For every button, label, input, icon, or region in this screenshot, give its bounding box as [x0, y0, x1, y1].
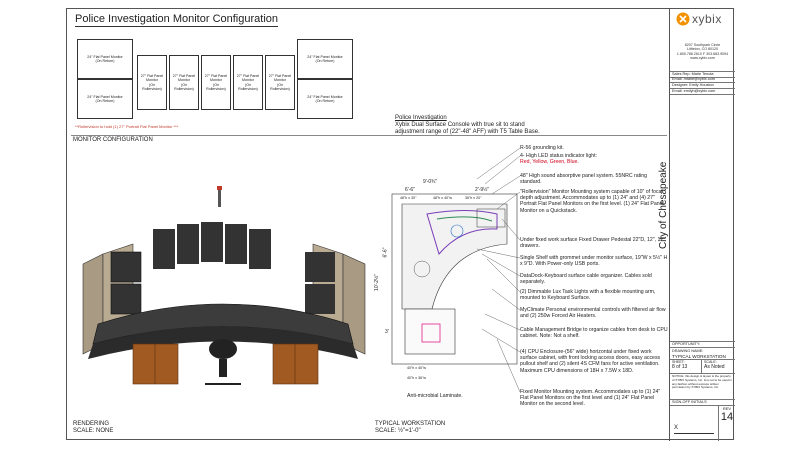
monitor-return-top-right: 24" Flat Panel Monitor (On Return)	[297, 39, 353, 79]
callout-2-text: 4- High LED status indicator light:	[520, 153, 597, 159]
sheet-cell	[670, 360, 702, 374]
callout-1: R-56 grounding kit.	[520, 145, 564, 151]
dim-seg-1: 48"h x 30"	[400, 196, 417, 200]
monitor-rollervision-4: 27" Flat Panel Monitor (On Rollervision)	[233, 55, 263, 110]
plan-title: Police Investigation	[395, 115, 447, 121]
dim-top-right: 2'-9½"	[475, 187, 490, 193]
signoff-line	[674, 433, 714, 434]
dim-seg-2: 48"h x 40"w	[433, 196, 452, 200]
dim-left-lower: 3'	[385, 329, 389, 335]
page-title: Police Investigation Monitor Configuration	[75, 13, 279, 25]
designer-email: Email: emilyh@xybix.com	[670, 89, 735, 95]
signoff-x: X	[674, 425, 679, 431]
callout-6: Single Shelf with grommet under monitor surface, 19"W x 5½" H x 9"D. With Power-only USB ports.	[520, 255, 668, 268]
typical-scale: SCALE: ½"=1'-0"	[375, 428, 421, 434]
monitor-return-top-left: 24" Flat Panel Monitor (On Return)	[77, 39, 133, 79]
plan-description: Xybix Dual Surface Console with true sit to stand adjustment range of (22"-48" AFF) with T5 Table Base.	[395, 122, 540, 135]
revision-cell	[718, 406, 735, 441]
notice-text: NOTICE: this design & layout is the property of XYBIX Systems, Inc. & is not to be used in any fashion without express written permission by XYBIX Systems, Inc.	[672, 374, 732, 390]
monitor-return-bottom-right: 24" Flat Panel Monitor (On Return)	[297, 79, 353, 119]
callout-5: Under fixed work surface Fixed Drawer Pedestal 22"D, 12", 12" drawers.	[520, 237, 666, 250]
scale-cell	[702, 360, 735, 374]
callout-7: DataDock-Keyboard surface cable organizer. Cables sold separately.	[520, 273, 652, 286]
sheet-value: 8 of 13	[672, 364, 688, 370]
xybix-logo	[676, 12, 722, 26]
city-name: City of Chesapeake	[658, 161, 669, 249]
dim-seg-3: 36"h x 20"	[465, 196, 482, 200]
sheet-label: SHEET:	[672, 360, 685, 364]
callout-4: "Rollervision" Monitor Mounting system capable of 10" of focal depth adjustment. Accommodates up to (1) 24" and (4) 27" Portrait Flat Panel Monitors on the first level. (1) 24" Flat Panel Monitor on a Quickstack.	[520, 189, 664, 214]
opportunity-label: OPPORTUNITY:	[670, 341, 735, 348]
rendering-label: RENDERING	[73, 421, 110, 427]
monitor-rollervision-2: 27" Flat Panel Monitor (On Rollervision)	[169, 55, 199, 110]
drawing-sheet	[66, 8, 734, 440]
dim-seg-5: 40"h x 36"w	[407, 376, 426, 380]
callout-2-red: Red, Yellow, Green, Blue.	[520, 159, 579, 166]
callout-8: (2) Dimmable Lux Task Lights with a flexible mounting arm, mounted to Keyboard Surface.	[520, 289, 656, 302]
anti-microbial-label: Anti-microbial Laminate.	[407, 393, 463, 399]
callout-3: 48" High sound absorptive panel system. 55NRC rating standard.	[520, 173, 647, 186]
drawing-name: TYPICAL WORKSTATION	[670, 354, 735, 360]
workstation-rendering	[73, 184, 373, 419]
dim-left-inner: 6'-6"	[382, 247, 389, 258]
rendering-scale: SCALE: NONE	[73, 428, 114, 434]
xybix-logo-icon	[676, 12, 690, 26]
dim-seg-4: 40"h x 40"w	[407, 366, 426, 370]
signoff-label: SIGN-OFF INITIALS	[670, 399, 735, 406]
monitor-rollervision-1: 27" Flat Panel Monitor (On Rollervision)	[137, 55, 167, 110]
sales-rep: Sales Rep: Marie Tenuta	[670, 71, 735, 78]
sales-email: Email: mtahe@xybix.com	[670, 77, 735, 83]
monitor-rollervision-3: 27" Flat Panel Monitor (On Rollervision)	[201, 55, 231, 110]
designer: Designer: Emily Houston	[670, 83, 735, 89]
monitor-rollervision-5: 27" Flat Panel Monitor (On Rollervision)	[265, 55, 295, 110]
company-address: 8207 Southpark Circle Littleton, CO 80120 1.800.788.2610 F 303.683.9094 www.xybix.com	[676, 43, 729, 61]
scale-value: As Noted	[704, 364, 725, 370]
callout-9: MyClimate Personal environmental controls with filtered air flow and (2) 250w Forced Air Heaters.	[520, 307, 666, 320]
callout-2	[520, 153, 670, 165]
divider	[71, 135, 667, 136]
brand-name: xybix	[692, 12, 722, 26]
dim-left-overall: 10'-2½"	[373, 274, 380, 291]
typical-label: TYPICAL WORKSTATION	[375, 421, 446, 427]
callout-10: Cable Management Bridge to organize cables from desk to CPU cabinet. Note: Not a shelf.	[520, 327, 668, 340]
drawing-name-label: DRAWING NAME:	[672, 349, 704, 353]
revision-value: 14	[720, 411, 734, 423]
leader-lines	[447, 139, 527, 409]
title-block	[658, 9, 735, 441]
revision-label: REV	[722, 406, 732, 411]
callout-11: (4) CPU Enclosure-(56" wide) horizontal under fixed work surface cabinet, with front locking access doors, easy access pullout shelf and (2) silent 4S CFM fans for active ventilation. Maximum CPU dimensions of 18H x 7.5W x 18D.	[520, 349, 661, 374]
dim-top-overall: 9'-0¾"	[423, 179, 438, 185]
monitor-return-bottom-left: 24" Flat Panel Monitor (On Return)	[77, 79, 133, 119]
rollervision-note: **Rollervision to hold (1) 27" Portrait Flat Panel Monitor ***	[75, 124, 179, 129]
monitor-config-label: MONITOR CONFIGURATION	[73, 137, 153, 143]
dim-top-left: 6'-6"	[405, 187, 415, 193]
scale-label: SCALE:	[704, 360, 717, 364]
callout-12: Fixed Monitor Mounting system. Accommodates up to (1) 24" Flat Panel Monitors on the first level and (1) 24" Flat Panel Monitor on the second level.	[520, 389, 661, 408]
